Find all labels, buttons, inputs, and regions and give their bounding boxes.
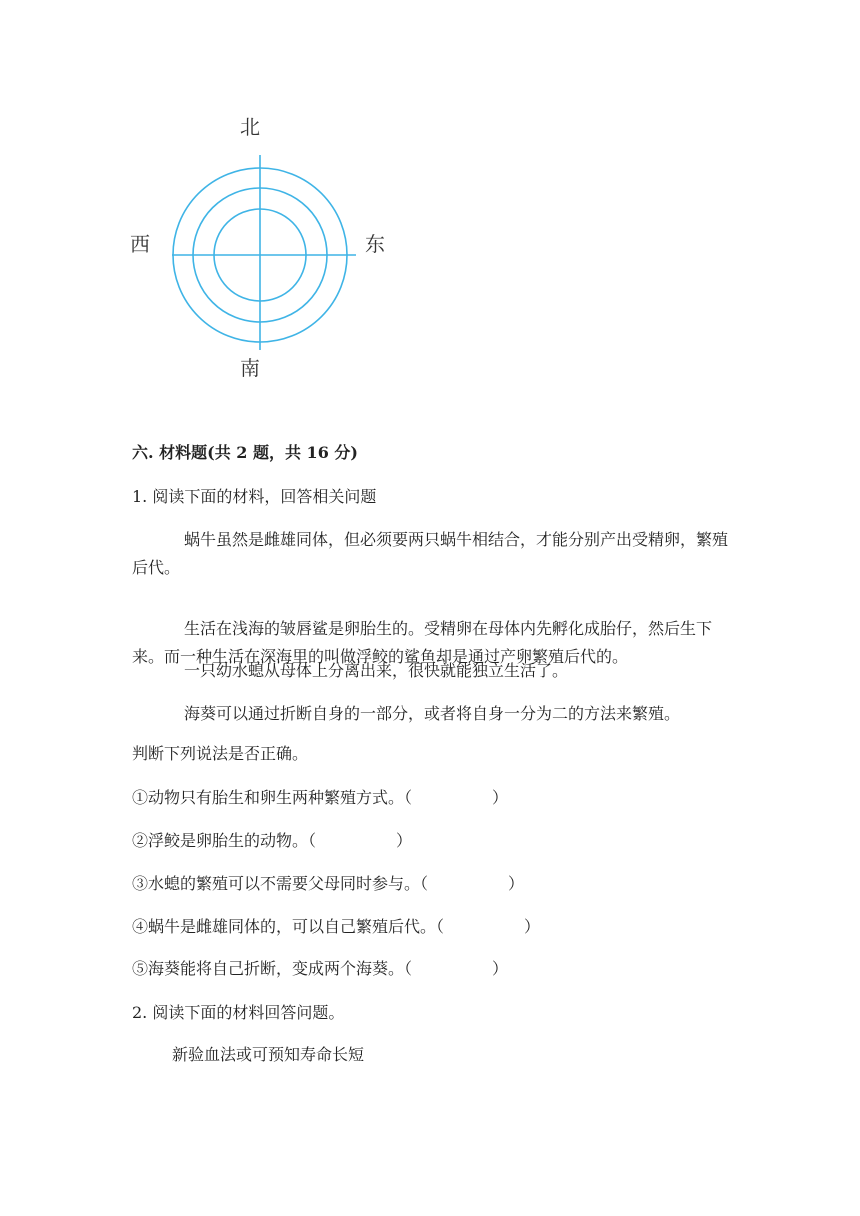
q1-item-4-text: ④蜗牛是雌雄同体的，可以自己繁殖后代。（ xyxy=(132,917,445,936)
q1-paragraph-1: 蜗牛虽然是雌雄同体，但必须要两只蜗牛相结合，才能分别产出受精卵，繁殖后代。 xyxy=(132,530,729,577)
q1-item-1-close: ） xyxy=(492,788,509,807)
q2-article-title: 新验血法或可预知寿命长短 xyxy=(172,1045,365,1064)
q1-item-4 xyxy=(132,914,540,940)
q1-item-3 xyxy=(132,871,524,897)
east-label: 东 xyxy=(365,232,385,256)
q2-title: 2. 阅读下面的材料回答问题。 xyxy=(132,1003,345,1022)
south-label: 南 xyxy=(240,356,260,380)
q1-title: 1. 阅读下面的材料，回答相关问题 xyxy=(132,487,377,506)
q1-item-3-text: ③水螅的繁殖可以不需要父母同时参与。（ xyxy=(132,874,429,893)
q1-item-5-close: ） xyxy=(492,959,509,978)
q1-item-4-close: ） xyxy=(524,917,541,936)
west-label: 西 xyxy=(130,232,150,256)
q1-item-2 xyxy=(132,828,412,854)
q1-item-1-text: ①动物只有胎生和卵生两种繁殖方式。（ xyxy=(132,788,413,807)
q1-paragraph-4: 海葵可以通过折断自身的一部分，或者将自身一分为二的方法来繁殖。 xyxy=(184,704,681,723)
q1-paragraph-3: 一只幼水螅从母体上分离出来，很快就能独立生活了。 xyxy=(184,661,569,680)
q1-item-2-text: ②浮鲛是卵胎生的动物。（ xyxy=(132,831,317,850)
compass-rings xyxy=(120,105,400,395)
section-title: 六. 材料题(共 2 题，共 16 分) xyxy=(132,443,358,462)
q1-item-5-text: ⑤海葵能将自己折断，变成两个海葵。（ xyxy=(132,959,413,978)
q1-item-3-close: ） xyxy=(508,874,525,893)
q1-paragraph-2: 生活在浅海的皱唇鲨是卵胎生的。受精卵在母体内先孵化成胎仔，然后生下来。而一种生活在深海里的叫做浮鲛的鲨鱼却是通过产卵繁殖后代的。 xyxy=(132,619,713,666)
q1-item-5 xyxy=(132,956,508,982)
q1-item-1 xyxy=(132,785,508,811)
compass-diagram xyxy=(120,105,400,395)
q1-prompt: 判断下列说法是否正确。 xyxy=(132,744,309,763)
q1-item-2-close: ） xyxy=(396,831,413,850)
north-label: 北 xyxy=(240,115,260,139)
